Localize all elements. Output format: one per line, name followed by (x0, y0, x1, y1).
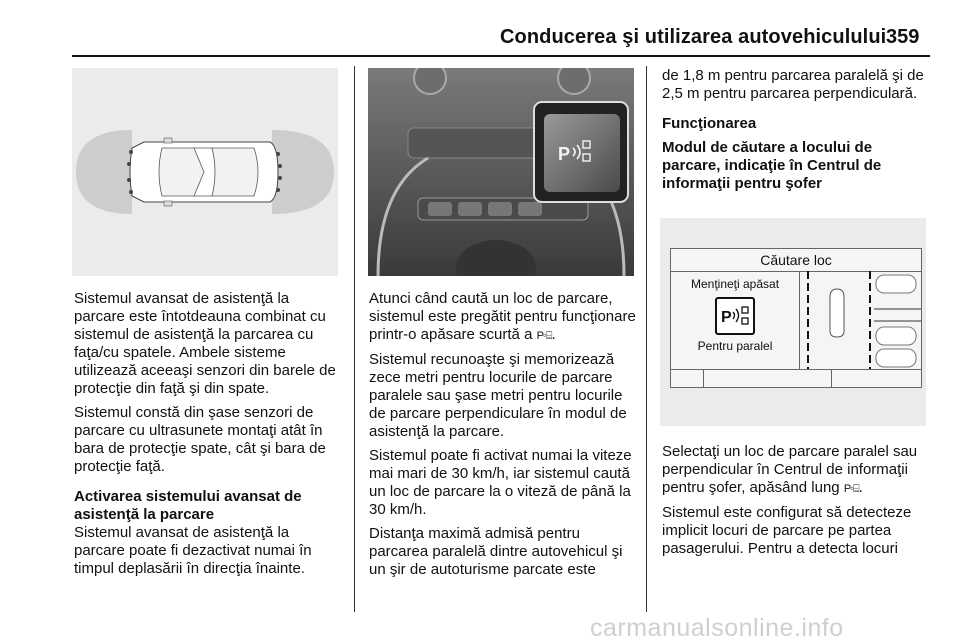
paragraph: Distanţa maximă admisă pentru parcarea paralelă dintre autovehicul şi un şir de autoturisme parcate este (369, 525, 623, 578)
parking-assist-icon (715, 297, 755, 335)
figure-dic-display (660, 218, 926, 426)
subsection-heading: Modul de căutare a locului de parcare, indicaţie în Centrul de informaţii pentru şofer (662, 139, 882, 192)
column-2-text (369, 290, 637, 585)
dic-screen (670, 248, 922, 388)
paragraph-text: Atunci când caută un loc de parcare, sistemul este pregătit pentru funcţionare printr-o apăsare scurtă a (369, 290, 636, 343)
paragraph: Sistemul avansat de asistenţă la parcare poate fi dezactivat numai în timpul deplasării în direcţia înainte. (74, 524, 312, 577)
paragraph: Sistemul este configurat să detecteze implicit locuri de parcare pe partea pasagerului. Pentru a detecta locuri (662, 504, 912, 557)
dic-mode-text: Pentru paralel (697, 339, 773, 353)
paragraph-end: . (551, 326, 556, 343)
column-1-text (74, 290, 344, 584)
car-sensor-illustration (72, 68, 338, 276)
page-header-title: Conducerea şi utilizarea autovehiculului (500, 26, 887, 48)
parking-assist-icon: P◦⌸ (843, 483, 859, 495)
paragraph (662, 443, 930, 498)
paragraph: Sistemul recunoaşte şi memorizează zece metri pentru locurile de parcare paralele sau şase metri pentru locurile de parcare perpendiculare în modul de asistenţă la parcare. (369, 351, 627, 440)
column-divider-left (354, 66, 355, 612)
section-heading: Activarea sistemului avansat de asistenţă la parcare (74, 488, 302, 523)
parking-assist-icon: P◦⌸ (536, 330, 552, 342)
dic-left-panel (671, 271, 800, 369)
dic-right-panel (800, 271, 921, 369)
column-3-text-top (662, 67, 930, 193)
section-heading: Funcţionarea (662, 115, 757, 132)
dic-hold-text: Menţineţi apăsat (690, 277, 780, 291)
header-rule (72, 55, 930, 57)
dic-footer-line (671, 369, 921, 370)
paragraph (369, 290, 637, 345)
svg-text:P: P (558, 144, 571, 164)
dic-footer-divider (831, 369, 832, 387)
svg-text:P: P (721, 309, 732, 326)
figure-sensor-coverage (72, 68, 338, 276)
page-number: 359 (886, 26, 920, 48)
column-divider-right (646, 66, 647, 612)
column-3-text-bottom (662, 443, 930, 564)
dic-screen-title: Căutare loc (671, 249, 921, 272)
paragraph-text: Selectaţi un loc de parcare paralel sau perpendicular în Centrul de informaţii pentru şofer, apăsând lung (662, 443, 918, 496)
paragraph: de 1,8 m pentru parcarea paralelă şi de 2,5 m pentru parcarea perpendiculară. (662, 67, 924, 102)
footer-watermark: carmanualsonline.info (590, 614, 844, 642)
paragraph-end: . (858, 479, 863, 496)
console-photo-illustration (368, 68, 634, 276)
dic-footer-divider (703, 369, 704, 387)
paragraph: Sistemul constă din şase senzori de parcare cu ultrasunete montaţi atât în bara de protecţie spate, cât şi bara de protecţie faţă. (74, 404, 326, 475)
paragraph: Sistemul avansat de asistenţă la parcare este întotdeauna combinat cu sistemul de asistenţă la parcarea cu faţa/cu spatele. Ambele sisteme utilizează aceeaşi senzori din barele de protecţie din faţă şi din spate. (74, 290, 336, 397)
parking-lane-illustration (800, 271, 921, 369)
paragraph: Sistemul poate fi activat numai la viteze mai mari de 30 km/h, iar sistemul caută un loc de parcare la o viteză de până la 30 km/h. (369, 447, 632, 518)
figure-console-button (368, 68, 634, 276)
